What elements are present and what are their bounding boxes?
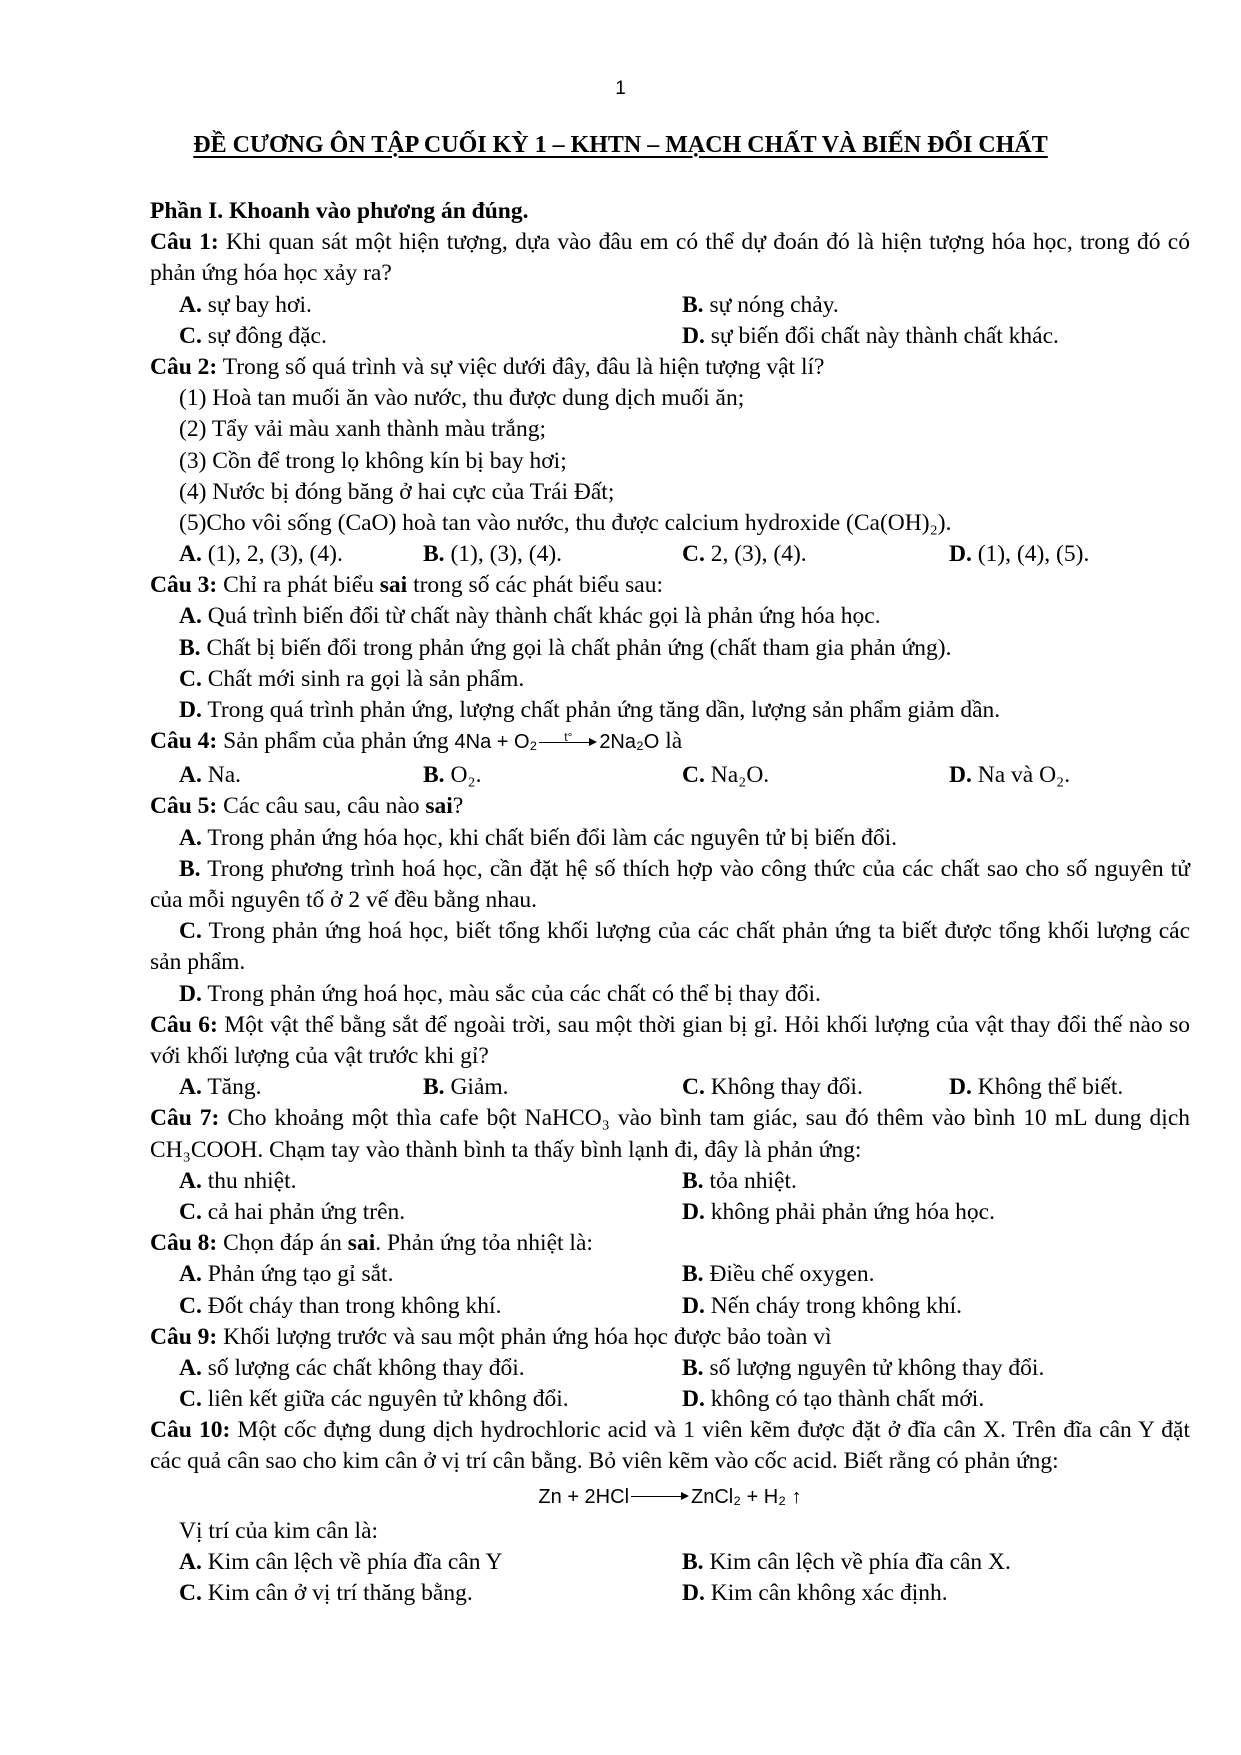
list-item: (4) Nước bị đóng băng ở hai cực của Trái Đất; bbox=[179, 478, 615, 505]
option-letter: C. bbox=[179, 1198, 202, 1225]
question-text: Khi quan sát một hiện tượng, dựa vào đâu em có thể dự đoán đó là hiện tượng hóa học, trong đó có phản ứng hóa học xảy ra? bbox=[150, 229, 1190, 287]
option-b bbox=[150, 633, 1190, 664]
option-text: Đốt cháy than trong không khí. bbox=[207, 1292, 502, 1319]
option-text: Nến cháy trong không khí. bbox=[710, 1292, 963, 1319]
question-7 bbox=[150, 1103, 1190, 1165]
option-letter: A. bbox=[179, 291, 202, 318]
equation-products: ZnCl₂ + H₂ ↑ bbox=[691, 1485, 802, 1508]
options-row bbox=[150, 321, 1190, 352]
option-a bbox=[150, 601, 1190, 632]
question-label: Câu 9: bbox=[150, 1323, 218, 1350]
option-d bbox=[150, 979, 1190, 1010]
option-letter: B. bbox=[682, 291, 704, 318]
option-letter: D. bbox=[949, 1074, 972, 1101]
option-text: Điều chế oxygen. bbox=[709, 1261, 875, 1288]
option-letter: C. bbox=[179, 1580, 202, 1607]
question-label: Câu 3: bbox=[150, 572, 218, 599]
option-text: Phản ứng tạo gỉ sắt. bbox=[207, 1261, 394, 1288]
option-text: Kim cân lệch về phía đĩa cân Y bbox=[207, 1548, 503, 1575]
options-row bbox=[150, 1197, 1190, 1228]
list-item: (1) Hoà tan muối ăn vào nước, thu được dung dịch muối ăn; bbox=[179, 385, 745, 412]
option-text: Trong quá trình phản ứng, lượng chất phản ứng tăng dần, lượng sản phẩm giảm dần. bbox=[207, 697, 1001, 724]
option-text: (1), (4), (5). bbox=[977, 541, 1090, 568]
option-letter: D. bbox=[682, 322, 705, 349]
option-letter: A. bbox=[179, 603, 202, 630]
question-label: Câu 10: bbox=[150, 1417, 231, 1444]
option-text: (1), (3), (4). bbox=[450, 541, 563, 568]
option-c bbox=[179, 1578, 682, 1609]
option-text: Kim cân lệch về phía đĩa cân X. bbox=[709, 1548, 1011, 1575]
options-row bbox=[150, 539, 1190, 570]
option-d bbox=[949, 760, 1070, 791]
option-letter: A. bbox=[179, 1354, 202, 1381]
equation-reactants: 4Na + O₂ bbox=[454, 731, 538, 754]
options-row bbox=[150, 1353, 1190, 1384]
option-text: (1), 2, (3), (4). bbox=[207, 541, 343, 568]
option-b bbox=[423, 760, 682, 791]
option-letter: D. bbox=[682, 1292, 705, 1319]
option-letter: C. bbox=[682, 1074, 705, 1101]
option-letter: D. bbox=[949, 541, 972, 568]
option-a bbox=[150, 823, 1190, 854]
question-3 bbox=[150, 570, 1190, 601]
option-letter: D. bbox=[179, 697, 202, 724]
equation-products: 2Na₂O bbox=[599, 731, 660, 754]
reaction-condition: t° bbox=[564, 729, 573, 744]
option-letter: A. bbox=[179, 1074, 202, 1101]
option-b bbox=[682, 1353, 1044, 1384]
option-text: không có tạo thành chất mới. bbox=[710, 1386, 985, 1413]
option-a bbox=[179, 760, 423, 791]
option-letter: C. bbox=[179, 1292, 202, 1319]
option-d bbox=[949, 539, 1089, 570]
option-letter: C. bbox=[179, 322, 202, 349]
options-row bbox=[150, 1259, 1190, 1290]
option-text: sự biến đổi chất này thành chất khác. bbox=[710, 322, 1059, 349]
option-letter: D. bbox=[682, 1198, 705, 1225]
list-item: (5)Cho vôi sống (CaO) hoà tan vào nước, thu được calcium hydroxide (Ca(OH)₂). bbox=[179, 509, 952, 536]
option-a bbox=[179, 1547, 682, 1578]
option-text: Kim cân không xác định. bbox=[710, 1580, 948, 1607]
option-c bbox=[179, 1384, 682, 1415]
option-text: thu nhiệt. bbox=[207, 1167, 297, 1194]
reaction-equation bbox=[455, 731, 660, 753]
question-text: Các câu sau, câu nào bbox=[217, 793, 426, 820]
reaction-equation bbox=[150, 1478, 1190, 1516]
question-text: Một cốc đựng dung dịch hydrochloric acid và 1 viên kẽm được đặt ở đĩa cân X. Trên đĩa cân Y đặt các quả cân sao cho kim cân ở vị trí cân bằng. Bỏ viên kẽm vào cốc acid. Biết rằng có phản ứng: bbox=[150, 1417, 1190, 1475]
option-letter: A. bbox=[179, 762, 202, 789]
question-text: Chỉ ra phát biểu bbox=[217, 572, 380, 599]
question-8 bbox=[150, 1228, 1190, 1259]
options-row bbox=[150, 1384, 1190, 1415]
options-row bbox=[150, 1547, 1190, 1578]
option-b bbox=[423, 1072, 682, 1103]
option-c bbox=[150, 664, 1190, 695]
option-text: số lượng nguyên tử không thay đổi. bbox=[709, 1354, 1045, 1381]
option-text: liên kết giữa các nguyên tử không đổi. bbox=[207, 1386, 569, 1413]
option-text: cả hai phản ứng trên. bbox=[207, 1198, 406, 1225]
option-text: không phải phản ứng hóa học. bbox=[710, 1198, 995, 1225]
question-6 bbox=[150, 1010, 1190, 1072]
question-text: Khối lượng trước và sau một phản ứng hóa học được bảo toàn vì bbox=[217, 1323, 832, 1350]
option-letter: B. bbox=[682, 1167, 704, 1194]
list-item: (3) Cồn để trong lọ không kín bị bay hơi; bbox=[179, 447, 567, 474]
option-c bbox=[179, 1291, 682, 1322]
option-a bbox=[179, 1353, 682, 1384]
question-prompt: Vị trí của kim cân là: bbox=[179, 1517, 379, 1544]
question-text: . Phản ứng tỏa nhiệt là: bbox=[375, 1230, 593, 1257]
question-label: Câu 5: bbox=[150, 793, 218, 820]
option-text: Kim cân ở vị trí thăng bằng. bbox=[207, 1580, 473, 1607]
option-letter: B. bbox=[423, 541, 445, 568]
option-d bbox=[682, 1384, 984, 1415]
option-letter: D. bbox=[949, 762, 972, 789]
option-text: Giảm. bbox=[450, 1074, 509, 1101]
option-letter: A. bbox=[179, 824, 202, 851]
option-text: Trong phương trình hoá học, cần đặt hệ số thích hợp vào công thức của các chất sao cho số nguyên tử của mỗi nguyên tố ở 2 vế đều bằng nhau. bbox=[150, 855, 1190, 913]
option-c bbox=[682, 760, 949, 791]
option-letter: D. bbox=[682, 1386, 705, 1413]
option-d bbox=[682, 1578, 948, 1609]
option-text: Na và O₂. bbox=[977, 762, 1071, 789]
option-d bbox=[949, 1072, 1123, 1103]
option-c bbox=[150, 916, 1190, 978]
option-letter: D. bbox=[179, 980, 202, 1007]
question-9 bbox=[150, 1322, 1190, 1353]
option-letter: B. bbox=[682, 1548, 704, 1575]
option-text: Chất bị biến đổi trong phản ứng gọi là chất phản ứng (chất tham gia phản ứng). bbox=[206, 634, 952, 661]
option-letter: C. bbox=[682, 541, 705, 568]
options-row bbox=[150, 1578, 1190, 1609]
equation-reactants: Zn + 2HCl bbox=[538, 1485, 630, 1508]
question-text: Trong số quá trình và sự việc dưới đây, đâu là hiện tượng vật lí? bbox=[217, 353, 825, 380]
question-1 bbox=[150, 227, 1190, 289]
option-a bbox=[179, 1259, 682, 1290]
reaction-arrow-icon bbox=[539, 729, 597, 748]
question-emphasis: sai bbox=[347, 1230, 376, 1257]
option-a bbox=[179, 1072, 423, 1103]
option-text: O₂. bbox=[450, 762, 482, 789]
question-label: Câu 8: bbox=[150, 1230, 218, 1257]
option-text: Quá trình biến đổi từ chất này thành chất khác gọi là phản ứng hóa học. bbox=[207, 603, 881, 630]
question-5 bbox=[150, 791, 1190, 822]
question-emphasis: sai bbox=[425, 793, 453, 820]
option-text: Không thể biết. bbox=[977, 1074, 1124, 1101]
option-text: 2, (3), (4). bbox=[710, 541, 807, 568]
document-title: ĐỀ CƯƠNG ÔN TẬP CUỐI KỲ 1 – KHTN – MẠCH CHẤT VÀ BIẾN ĐỔI CHẤT bbox=[193, 132, 1048, 158]
option-a bbox=[179, 1166, 682, 1197]
option-text: sự đông đặc. bbox=[207, 322, 327, 349]
option-text: sự nóng chảy. bbox=[709, 291, 839, 318]
question-4 bbox=[150, 726, 1190, 760]
option-d bbox=[682, 321, 1059, 352]
option-b bbox=[150, 854, 1190, 916]
option-text: Chất mới sinh ra gọi là sản phẩm. bbox=[207, 665, 525, 692]
option-text: Trong phản ứng hoá học, biết tổng khối lượng của các chất phản ứng ta biết được tổng khối lượng các sản phẩm. bbox=[150, 918, 1191, 976]
option-text: Na₂O. bbox=[710, 762, 770, 789]
question-label: Câu 4: bbox=[150, 728, 218, 755]
question-text: là bbox=[659, 728, 683, 755]
question-label: Câu 2: bbox=[150, 353, 218, 380]
option-letter: D. bbox=[682, 1580, 705, 1607]
option-c bbox=[682, 1072, 949, 1103]
option-letter: C. bbox=[179, 1386, 202, 1413]
option-letter: B. bbox=[423, 762, 445, 789]
question-2 bbox=[150, 352, 1190, 383]
reaction-arrow-icon bbox=[631, 1492, 689, 1502]
question-text: Cho khoảng một thìa cafe bột NaHCO₃ vào bình tam giác, sau đó thêm vào bình 10 mL dung dịch CH₃COOH. Chạm tay vào thành bình ta thấy bình lạnh đi, đây là phản ứng: bbox=[150, 1105, 1191, 1163]
options-row bbox=[150, 760, 1190, 791]
question-text: Một vật thể bằng sắt để ngoài trời, sau một thời gian bị gỉ. Hỏi khối lượng của vật thay đổi thế nào so với khối lượng của vật trước khi gỉ? bbox=[150, 1011, 1190, 1069]
question-text: ? bbox=[452, 793, 464, 820]
question-10 bbox=[150, 1415, 1190, 1477]
option-letter: C. bbox=[179, 665, 202, 692]
option-letter: C. bbox=[682, 762, 705, 789]
option-text: Không thay đổi. bbox=[710, 1074, 863, 1101]
options-row bbox=[150, 290, 1190, 321]
option-letter: C. bbox=[179, 918, 202, 945]
option-d bbox=[150, 695, 1190, 726]
option-c bbox=[179, 321, 682, 352]
option-d bbox=[682, 1197, 995, 1228]
section-heading: Phần I. Khoanh vào phương án đúng. bbox=[150, 198, 529, 224]
question-text: Chọn đáp án bbox=[217, 1230, 348, 1257]
option-letter: A. bbox=[179, 1261, 202, 1288]
option-letter: B. bbox=[682, 1261, 704, 1288]
option-letter: B. bbox=[423, 1074, 445, 1101]
question-text: trong số các phát biểu sau: bbox=[407, 572, 664, 599]
page-number: 1 bbox=[615, 78, 626, 99]
options-row bbox=[150, 1072, 1190, 1103]
options-row bbox=[150, 1166, 1190, 1197]
question-label: Câu 1: bbox=[150, 229, 219, 256]
question-emphasis: sai bbox=[379, 572, 408, 599]
option-b bbox=[682, 1547, 1011, 1578]
question-label: Câu 7: bbox=[150, 1105, 220, 1132]
option-text: Trong phản ứng hóa học, khi chất biến đổi làm các nguyên tử bị biến đổi. bbox=[207, 824, 897, 851]
option-b bbox=[682, 1259, 875, 1290]
option-c bbox=[682, 539, 949, 570]
option-letter: B. bbox=[682, 1354, 704, 1381]
option-text: số lượng các chất không thay đổi. bbox=[207, 1354, 525, 1381]
option-letter: A. bbox=[179, 1167, 202, 1194]
option-letter: B. bbox=[179, 855, 201, 882]
options-row bbox=[150, 1291, 1190, 1322]
question-text: Sản phẩm của phản ứng bbox=[217, 728, 455, 755]
option-letter: A. bbox=[179, 541, 202, 568]
option-a bbox=[179, 539, 423, 570]
option-text: sự bay hơi. bbox=[207, 291, 312, 318]
option-b bbox=[423, 539, 682, 570]
option-c bbox=[179, 1197, 682, 1228]
option-b bbox=[682, 290, 839, 321]
document-body bbox=[150, 196, 1190, 1609]
list-item: (2) Tẩy vải màu xanh thành màu trắng; bbox=[179, 416, 546, 443]
option-text: tỏa nhiệt. bbox=[709, 1167, 797, 1194]
option-a bbox=[179, 290, 682, 321]
option-text: Tăng. bbox=[207, 1074, 262, 1101]
question-label: Câu 6: bbox=[150, 1011, 218, 1038]
option-letter: A. bbox=[179, 1548, 202, 1575]
option-text: Na. bbox=[207, 762, 242, 789]
option-letter: B. bbox=[179, 634, 201, 661]
option-b bbox=[682, 1166, 797, 1197]
option-d bbox=[682, 1291, 962, 1322]
option-text: Trong phản ứng hoá học, màu sắc của các chất có thể bị thay đổi. bbox=[207, 980, 821, 1007]
